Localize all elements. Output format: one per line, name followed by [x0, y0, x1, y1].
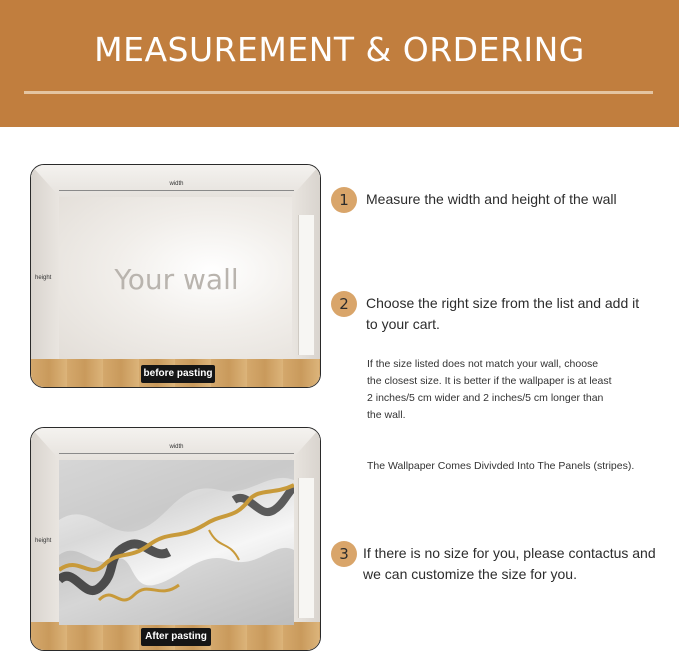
before-pasting-image [30, 164, 321, 388]
banner-divider [24, 91, 653, 94]
size-note-line: If the size listed does not match your wall, choose [367, 358, 599, 370]
size-note-line: the closest size. It is better if the wallpaper is at least [367, 375, 612, 387]
room-window [298, 215, 314, 355]
panels-note: The Wallpaper Comes Divivded Into The Panels (stripes). [367, 460, 635, 472]
height-label: height [35, 538, 52, 544]
marble-wallpaper-mural [59, 460, 294, 625]
width-dimension-line [59, 453, 294, 454]
step-2-badge: 2 [331, 291, 357, 317]
step-1-line: Measure the width and height of the wall [366, 191, 617, 207]
size-note-line: 2 inches/5 cm wider and 2 inches/5 cm longer than [367, 392, 604, 404]
size-note [367, 356, 612, 424]
step-3-line: If there is no size for you, please contactus and [363, 545, 656, 561]
after-pasting-caption: After pasting [141, 628, 211, 646]
room-window [298, 478, 314, 618]
width-dimension-line [59, 190, 294, 191]
step-3-text [363, 543, 656, 585]
step-1-text [366, 189, 617, 210]
step-1-badge: 1 [331, 187, 357, 213]
step-3-line: we can customize the size for you. [363, 566, 577, 582]
step-3-badge: 3 [331, 541, 357, 567]
header-banner [0, 0, 679, 127]
your-wall-text: Your wall [114, 263, 239, 296]
step-2-text [366, 293, 639, 335]
size-note-line: the wall. [367, 409, 406, 421]
after-pasting-image [30, 427, 321, 651]
width-label: width [169, 181, 184, 187]
width-label: width [169, 444, 184, 450]
page-title: MEASUREMENT & ORDERING [94, 30, 585, 69]
before-pasting-caption: before pasting [141, 365, 215, 383]
step-2-line: Choose the right size from the list and add it [366, 295, 640, 311]
step-2-line: to your cart. [366, 316, 440, 332]
height-label: height [35, 275, 52, 281]
